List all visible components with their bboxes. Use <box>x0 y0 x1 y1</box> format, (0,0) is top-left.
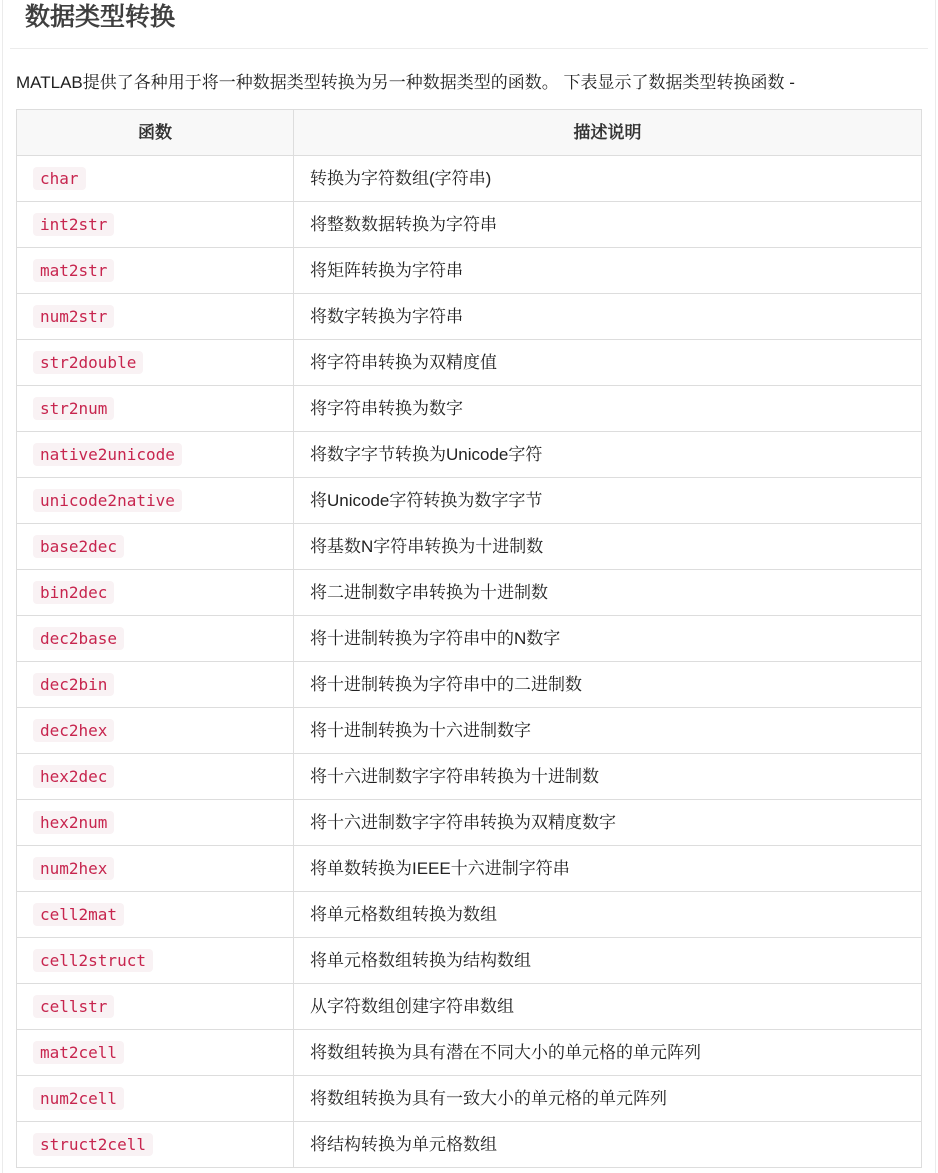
table-row <box>17 892 922 938</box>
table-row <box>17 524 922 570</box>
function-code: str2double <box>33 351 143 374</box>
table-row <box>17 570 922 616</box>
description-cell: 将十六进制数字字符串转换为十进制数 <box>294 754 922 800</box>
function-code: char <box>33 167 86 190</box>
function-code: cell2struct <box>33 949 153 972</box>
function-cell <box>17 616 294 662</box>
description-cell: 将字符串转换为双精度值 <box>294 340 922 386</box>
function-cell <box>17 156 294 202</box>
table-row <box>17 1076 922 1122</box>
table-row <box>17 432 922 478</box>
description-cell: 将单元格数组转换为数组 <box>294 892 922 938</box>
function-cell <box>17 340 294 386</box>
table-row <box>17 386 922 432</box>
function-cell <box>17 478 294 524</box>
function-cell <box>17 846 294 892</box>
function-cell <box>17 524 294 570</box>
function-cell <box>17 570 294 616</box>
function-cell <box>17 938 294 984</box>
description-cell: 转换为字符数组(字符串) <box>294 156 922 202</box>
table-row <box>17 984 922 1030</box>
function-code: base2dec <box>33 535 124 558</box>
table-row <box>17 1030 922 1076</box>
function-cell <box>17 662 294 708</box>
function-cell <box>17 248 294 294</box>
description-cell: 将结构转换为单元格数组 <box>294 1122 922 1168</box>
function-cell <box>17 294 294 340</box>
function-code: hex2num <box>33 811 114 834</box>
table-row <box>17 662 922 708</box>
table-row <box>17 708 922 754</box>
function-code: dec2hex <box>33 719 114 742</box>
description-cell: 将字符串转换为数字 <box>294 386 922 432</box>
description-cell: 将数字转换为字符串 <box>294 294 922 340</box>
description-cell: 从字符数组创建字符串数组 <box>294 984 922 1030</box>
description-cell: 将单数转换为IEEE十六进制字符串 <box>294 846 922 892</box>
table-row <box>17 248 922 294</box>
function-code: int2str <box>33 213 114 236</box>
table-row <box>17 156 922 202</box>
description-cell: 将十进制转换为字符串中的二进制数 <box>294 662 922 708</box>
table-row <box>17 1122 922 1168</box>
description-cell: 将矩阵转换为字符串 <box>294 248 922 294</box>
description-cell: 将数组转换为具有一致大小的单元格的单元阵列 <box>294 1076 922 1122</box>
function-cell <box>17 1030 294 1076</box>
description-cell: 将数组转换为具有潜在不同大小的单元格的单元阵列 <box>294 1030 922 1076</box>
function-code: cell2mat <box>33 903 124 926</box>
table-row <box>17 478 922 524</box>
function-code: mat2cell <box>33 1041 124 1064</box>
function-code: str2num <box>33 397 114 420</box>
function-code: unicode2native <box>33 489 182 512</box>
table-header-row <box>17 110 922 156</box>
description-cell: 将单元格数组转换为结构数组 <box>294 938 922 984</box>
table-row <box>17 294 922 340</box>
function-cell <box>17 1076 294 1122</box>
function-code: num2str <box>33 305 114 328</box>
function-cell <box>17 202 294 248</box>
function-code: struct2cell <box>33 1133 153 1156</box>
function-cell <box>17 432 294 478</box>
table-row <box>17 846 922 892</box>
function-code: dec2bin <box>33 673 114 696</box>
content-container <box>2 0 936 1173</box>
table-row <box>17 616 922 662</box>
function-code: num2hex <box>33 857 114 880</box>
intro-paragraph: MATLAB提供了各种用于将一种数据类型转换为另一种数据类型的函数。 下表显示了数据类型转换函数 - <box>16 72 795 92</box>
description-cell: 将十进制转换为十六进制数字 <box>294 708 922 754</box>
function-code: bin2dec <box>33 581 114 604</box>
function-code: native2unicode <box>33 443 182 466</box>
table-row <box>17 754 922 800</box>
column-header-description: 描述说明 <box>294 110 922 156</box>
description-cell: 将十六进制数字字符串转换为双精度数字 <box>294 800 922 846</box>
description-cell: 将基数N字符串转换为十进制数 <box>294 524 922 570</box>
description-cell: 将二进制数字串转换为十进制数 <box>294 570 922 616</box>
function-cell <box>17 1122 294 1168</box>
conversion-table <box>16 109 922 1168</box>
function-cell <box>17 386 294 432</box>
function-cell <box>17 892 294 938</box>
function-cell <box>17 984 294 1030</box>
function-cell <box>17 754 294 800</box>
function-cell <box>17 800 294 846</box>
function-code: dec2base <box>33 627 124 650</box>
table-row <box>17 202 922 248</box>
table-row <box>17 800 922 846</box>
description-cell: 将数字字节转换为Unicode字符 <box>294 432 922 478</box>
function-cell <box>17 708 294 754</box>
page-title: 数据类型转换 <box>10 0 928 49</box>
description-cell: 将整数数据转换为字符串 <box>294 202 922 248</box>
table-body <box>17 156 922 1168</box>
function-code: hex2dec <box>33 765 114 788</box>
table-row <box>17 938 922 984</box>
function-code: cellstr <box>33 995 114 1018</box>
function-code: num2cell <box>33 1087 124 1110</box>
description-cell: 将Unicode字符转换为数字字节 <box>294 478 922 524</box>
description-cell: 将十进制转换为字符串中的N数字 <box>294 616 922 662</box>
column-header-function: 函数 <box>17 110 294 156</box>
function-code: mat2str <box>33 259 114 282</box>
table-row <box>17 340 922 386</box>
